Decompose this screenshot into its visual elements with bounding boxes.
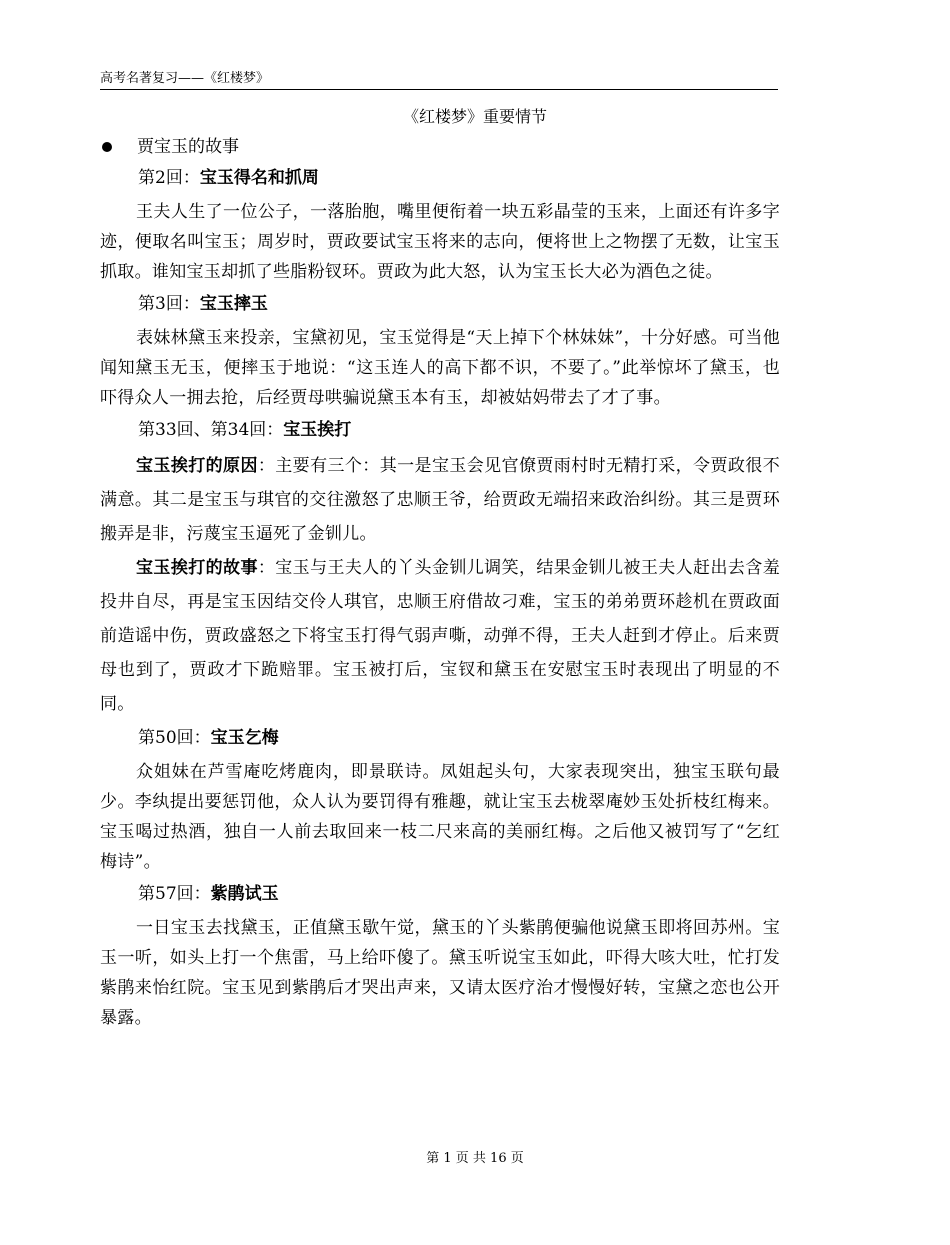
chapter-title: 紫鹃试玉 (210, 884, 279, 904)
chapter-paragraph (100, 757, 780, 877)
chapter-heading (100, 879, 780, 909)
bullet-icon (102, 142, 112, 152)
chapter-number: 第50回： (138, 728, 211, 748)
chapter-paragraph (100, 551, 780, 721)
paragraph-text: ：主要有三个：其一是宝玉会见官僚贾雨村时无精打采，令贾政很不满意。其二是宝玉与琪官的交往激怒了忠顺王爷，给贾政无端招来政治纠纷。其三是贾环搬弄是非，污蔑宝玉逼死了金钏儿。 (100, 456, 780, 544)
chapter-title: 宝玉摔玉 (199, 294, 268, 314)
chapter-title: 宝玉得名和抓周 (199, 168, 319, 188)
paragraph-text: 一日宝玉去找黛玉，正值黛玉歇午觉，黛玉的丫头紫鹃便骗他说黛玉即将回苏州。宝玉一听，如头上打一个焦雷，马上给吓傻了。黛玉听说宝玉如此，吓得大咳大吐，忙打发紫鹃来怡红院。宝玉见到紫鹃后才哭出声来，又请太医疗治才慢慢好转，宝黛之恋也公开暴露。 (100, 918, 780, 1028)
page-title: 《红楼梦》重要情节 (402, 107, 547, 126)
document-body (100, 133, 780, 1033)
chapter-title: 宝玉挨打 (283, 420, 352, 440)
chapter-paragraph (100, 323, 780, 413)
chapter-paragraph (100, 913, 780, 1033)
paragraph-lead: 宝玉挨打的原因 (136, 456, 258, 476)
chapter-number: 第2回： (138, 168, 200, 188)
paragraph-text: 众姐妹在芦雪庵吃烤鹿肉，即景联诗。凤姐起头句，大家表现突出，独宝玉联句最少。李纨提出要惩罚他，众人认为要罚得有雅趣，就让宝玉去栊翠庵妙玉处折枝红梅来。宝玉喝过热酒，独自一人前去取回来一枝二尺来高的美丽红梅。之后他又被罚写了“乞红梅诗”。 (100, 762, 780, 872)
paragraph-text: 王夫人生了一位公子，一落胎胞，嘴里便衔着一块五彩晶莹的玉来，上面还有许多字迹，便取名叫宝玉；周岁时，贾政要试宝玉将来的志向，便将世上之物摆了无数，让宝玉抓取。谁知宝玉却抓了些脂粉钗环。贾政为此大怒，认为宝玉长大必为酒色之徒。 (100, 202, 780, 282)
section-heading (100, 133, 780, 161)
page-header: 高考名著复习——《红楼梦》 (100, 70, 778, 90)
chapter-heading (100, 723, 780, 753)
chapter-heading (100, 415, 780, 445)
chapter-paragraph (100, 197, 780, 287)
chapter-title: 宝玉乞梅 (210, 728, 279, 748)
chapter-heading (100, 289, 780, 319)
chapter-paragraph (100, 449, 780, 551)
chapter-number: 第57回： (138, 884, 211, 904)
chapter-number: 第33回、第34回： (138, 420, 284, 440)
page-footer: 第 1 页 共 16 页 (426, 1151, 524, 1166)
section-title: 贾宝玉的故事 (137, 137, 239, 157)
paragraph-text: ：宝玉与王夫人的丫头金钏儿调笑，结果金钏儿被王夫人赶出去含羞投井自尽，再是宝玉因结交伶人琪官，忠顺王府借故刁难，宝玉的弟弟贾环趁机在贾政面前造谣中伤，贾政盛怒之下将宝玉打得气弱声嘶，动弹不得，王夫人赶到才停止。后来贾母也到了，贾政才下跪赔罪。宝玉被打后，宝钗和黛玉在安慰宝玉时表现出了明显的不同。 (100, 558, 780, 714)
paragraph-lead: 宝玉挨打的故事 (136, 558, 258, 578)
paragraph-text: 表妹林黛玉来投亲，宝黛初见，宝玉觉得是“天上掉下个林妹妹”，十分好感。可当他闻知黛玉无玉，便摔玉于地说：“这玉连人的高下都不识，不要了。”此举惊坏了黛玉，也吓得众人一拥去抢，后经贾母哄骗说黛玉本有玉，却被姑妈带去了才了事。 (100, 328, 780, 408)
chapter-number: 第3回： (138, 294, 200, 314)
chapter-heading (100, 163, 780, 193)
